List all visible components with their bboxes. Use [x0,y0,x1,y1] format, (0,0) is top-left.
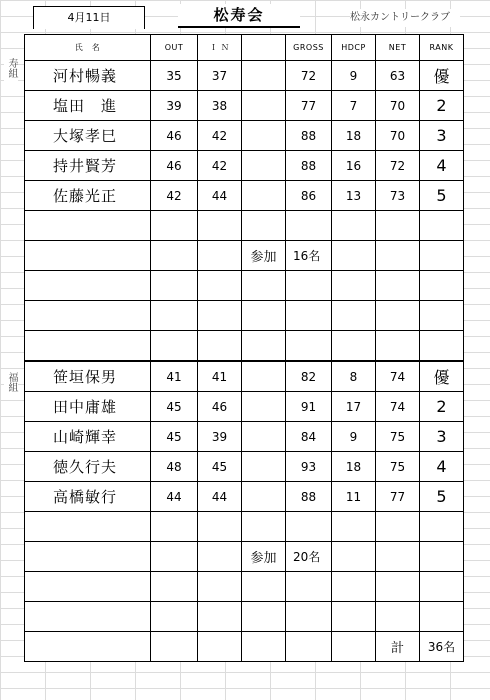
hdcp-value: 7 [332,91,376,121]
col-header-net: NET [376,35,420,61]
out-score: 46 [151,121,198,151]
empty-row [25,211,464,241]
group-label-kotobuki [4,58,18,82]
participation-label: 参加 [242,241,286,271]
gross-score: 82 [286,361,332,392]
blank-cell [242,422,286,452]
in-score: 45 [198,452,242,482]
player-name: 大塚孝巳 [25,121,151,151]
hdcp-value: 18 [332,121,376,151]
hdcp-value: 18 [332,452,376,482]
gross-score: 86 [286,181,332,211]
net-score: 70 [376,91,420,121]
hdcp-value: 9 [332,422,376,452]
blank-cell [242,452,286,482]
empty-row [25,602,464,632]
col-header-rank: RANK [420,35,464,61]
blank-cell [242,91,286,121]
table-row [25,151,464,181]
col-header-gross: GROSS [286,35,332,61]
out-score: 44 [151,482,198,512]
col-header-hdcp: HDCP [332,35,376,61]
rank-value: 2 [420,91,464,121]
player-name: 山崎輝幸 [25,422,151,452]
hdcp-value: 11 [332,482,376,512]
rank-value: 5 [420,482,464,512]
group-label-text: 福組 [6,372,17,392]
empty-row [25,301,464,331]
player-name: 河村暢義 [25,61,151,91]
empty-row [25,572,464,602]
gross-score: 88 [286,121,332,151]
table-row [25,121,464,151]
rank-value: 優 [420,61,464,91]
in-score: 39 [198,422,242,452]
out-score: 45 [151,422,198,452]
table-row [25,181,464,211]
event-title: 松寿会 [178,4,300,28]
gross-score: 88 [286,482,332,512]
total-row [25,632,464,662]
blank-cell [242,392,286,422]
player-name: 塩田 進 [25,91,151,121]
hdcp-value: 17 [332,392,376,422]
out-score: 46 [151,151,198,181]
group-label-text: 寿組 [6,58,17,78]
empty-row [25,512,464,542]
rank-value: 4 [420,452,464,482]
rank-value: 5 [420,181,464,211]
blank-cell [242,482,286,512]
in-score: 37 [198,61,242,91]
in-score: 46 [198,392,242,422]
blank-cell [242,181,286,211]
rank-value: 3 [420,121,464,151]
table-row [25,452,464,482]
score-table [24,34,464,662]
col-header-in: Ｉ Ｎ [198,35,242,61]
blank-cell [242,121,286,151]
out-score: 45 [151,392,198,422]
net-score: 74 [376,361,420,392]
net-score: 70 [376,121,420,151]
blank-cell [242,61,286,91]
in-score: 41 [198,361,242,392]
net-score: 74 [376,392,420,422]
net-score: 72 [376,151,420,181]
gross-score: 84 [286,422,332,452]
header-row [25,35,464,61]
net-score: 75 [376,452,420,482]
table-row [25,91,464,121]
rank-value: 優 [420,361,464,392]
participation-row [25,241,464,271]
participation-label: 参加 [242,542,286,572]
out-score: 39 [151,91,198,121]
rank-value: 2 [420,392,464,422]
col-header-blank [242,35,286,61]
player-name: 徳久行夫 [25,452,151,482]
in-score: 44 [198,482,242,512]
player-name: 高橋敏行 [25,482,151,512]
net-score: 77 [376,482,420,512]
rank-value: 4 [420,151,464,181]
net-score: 73 [376,181,420,211]
blank-cell [242,151,286,181]
in-score: 42 [198,151,242,181]
in-score: 42 [198,121,242,151]
empty-row [25,271,464,301]
out-score: 48 [151,452,198,482]
hdcp-value: 9 [332,61,376,91]
in-score: 38 [198,91,242,121]
gross-score: 93 [286,452,332,482]
total-label: 計 [376,632,420,662]
out-score: 42 [151,181,198,211]
gross-score: 88 [286,151,332,181]
hdcp-value: 13 [332,181,376,211]
col-header-name: 氏 名 [25,35,151,61]
hdcp-value: 8 [332,361,376,392]
event-date: 4月11日 [33,6,145,29]
out-score: 41 [151,361,198,392]
rank-value: 3 [420,422,464,452]
gross-score: 91 [286,392,332,422]
blank-cell [242,361,286,392]
participation-count: 16名 [286,241,332,271]
in-score: 44 [198,181,242,211]
gross-score: 72 [286,61,332,91]
player-name: 笹垣保男 [25,361,151,392]
club-name: 松永カントリークラブ [350,9,460,27]
hdcp-value: 16 [332,151,376,181]
table-row [25,422,464,452]
total-count: 36名 [420,632,464,662]
col-header-out: OUT [151,35,198,61]
participation-count: 20名 [286,542,332,572]
player-name: 佐藤光正 [25,181,151,211]
participation-row [25,542,464,572]
player-name: 持井賢芳 [25,151,151,181]
empty-row [25,331,464,362]
group-label-fuku [4,372,18,396]
net-score: 75 [376,422,420,452]
gross-score: 77 [286,91,332,121]
net-score: 63 [376,61,420,91]
out-score: 35 [151,61,198,91]
table-row [25,392,464,422]
table-row [25,361,464,392]
table-row [25,482,464,512]
player-name: 田中庸雄 [25,392,151,422]
table-row [25,61,464,91]
